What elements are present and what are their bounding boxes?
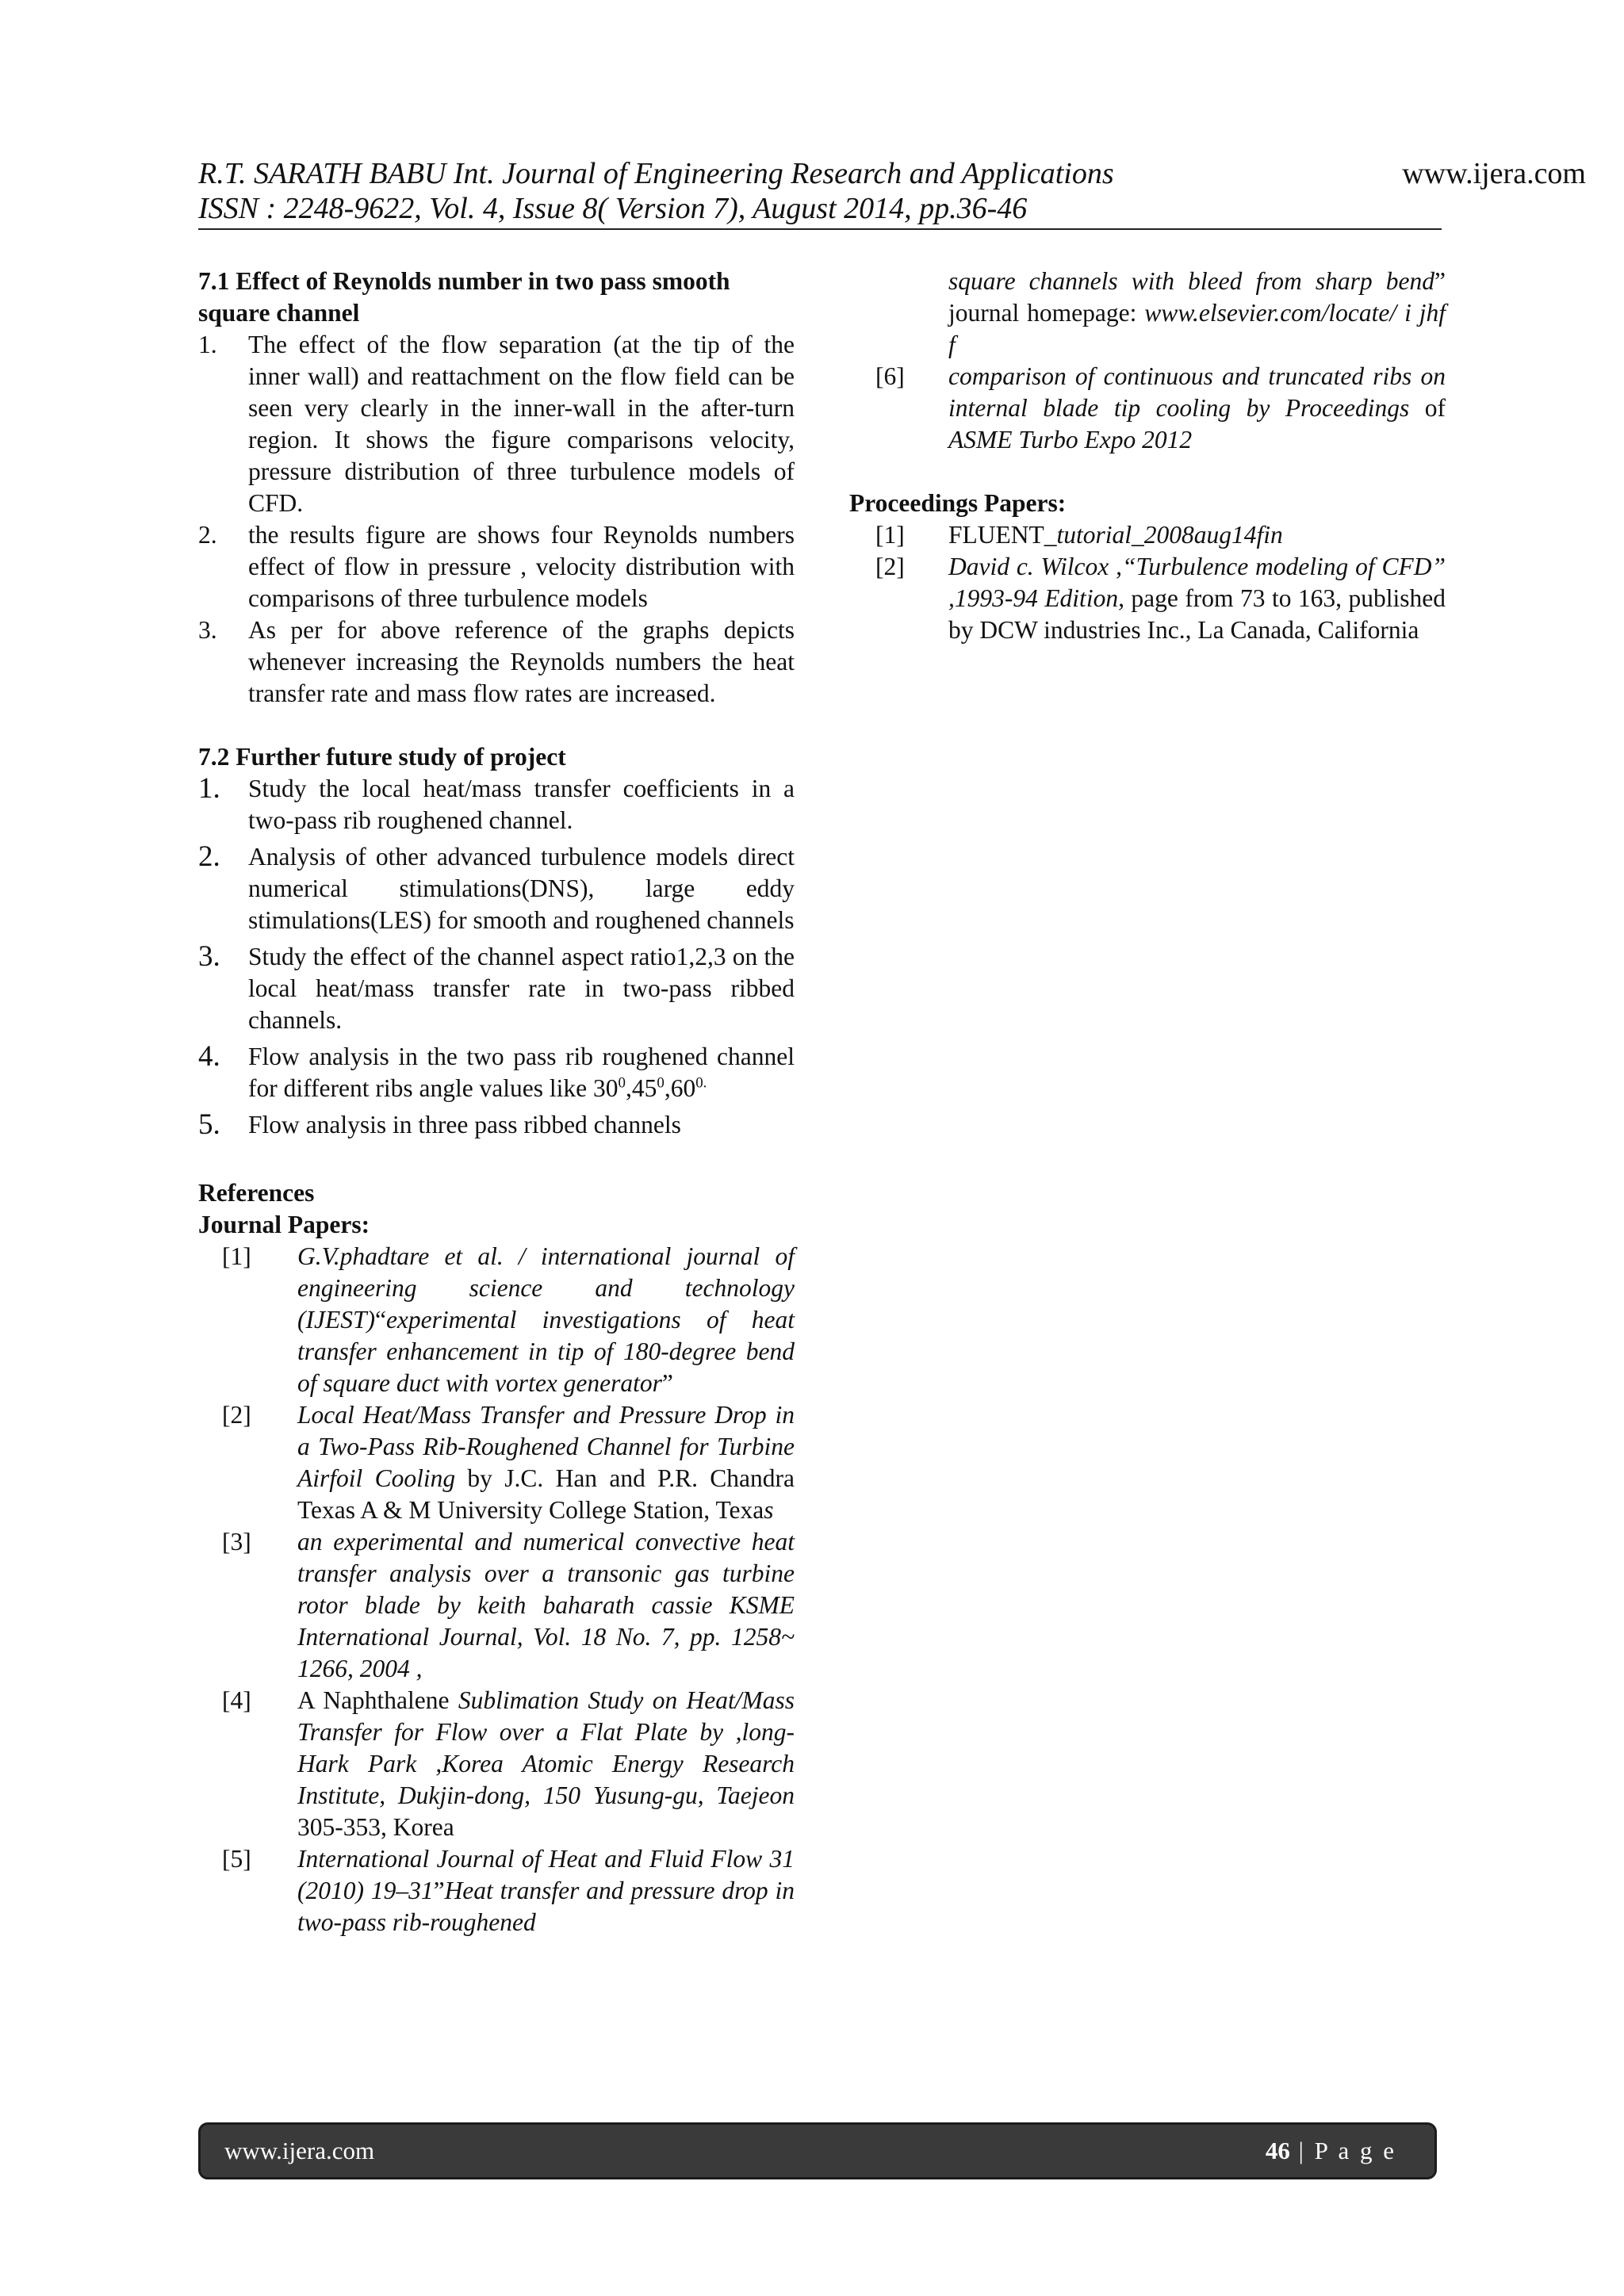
list-item-text: the results figure are shows four Reynolds numbers effect of flow in pressure , velocity distribution with comparisons of three turbulence models: [248, 521, 795, 612]
list-item-number: 4.: [198, 1040, 220, 1073]
reference-text: David c. Wilcox ,“Turbulence modeling of CFD” ,1993-94 Edition,: [948, 553, 1446, 612]
list-item: [198, 614, 795, 710]
section-7-1-heading-line1: 7.1 Effect of Reynolds number in two pass smooth: [198, 267, 730, 295]
reference-text: square channels with bleed from sharp bend: [948, 267, 1435, 295]
left-column: [198, 266, 795, 1938]
reference-text: ASME Turbo Expo 2012: [948, 426, 1193, 453]
reference-number: [6]: [875, 362, 905, 390]
reference-number: [5]: [222, 1845, 251, 1873]
reference-text: s: [764, 1496, 774, 1524]
reference-number: [2]: [222, 1401, 251, 1429]
reference-text: International Journal of Heat and Fluid Flow 31 (2010) 19–31: [297, 1845, 795, 1904]
reference-text: Sublimation Study on Heat/Mass Transfer for Flow over a Flat Plate by ,long-Hark Park ,Korea Atomic Energy Research Institute, Dukjin-dong, 150 Yusung-gu, Taejeon: [297, 1686, 795, 1809]
reference-item: [198, 1843, 795, 1938]
reference-number: [2]: [875, 553, 905, 580]
list-item-text: Flow analysis in the two pass rib roughened channel for different ribs angle values like 30: [248, 1043, 795, 1102]
reference-text: experimental investigations of heat transfer enhancement in tip of 180-degree bend of square duct with vortex generator: [297, 1306, 795, 1397]
list-item-text: Study the local heat/mass transfer coefficients in a two-pass rib roughened channel.: [248, 775, 795, 834]
reference-number: [4]: [222, 1686, 251, 1714]
list-item: [198, 773, 795, 836]
superscript: 0: [618, 1074, 626, 1092]
list-item-number: 5.: [198, 1108, 220, 1141]
section-7-2-list: [198, 773, 795, 1141]
reference-number: [3]: [222, 1528, 251, 1556]
reference-item: [198, 1399, 795, 1526]
reference-text: G.V.phadtare et al. / international journal of engineering science and technology (IJEST): [297, 1242, 795, 1334]
proceedings-papers-heading: Proceedings Papers:: [849, 489, 1067, 517]
reference-item: [198, 1241, 795, 1399]
list-item-number: 2.: [198, 521, 217, 549]
reference-5-continuation: [849, 266, 1446, 361]
page-number-value: 46: [1265, 2137, 1290, 2164]
list-item-text: As per for above reference of the graphs depicts whenever increasing the Reynolds numbers the heat transfer rate and mass flow rates are increased.: [248, 616, 795, 707]
list-item-number: 3.: [198, 940, 220, 973]
section-7-2-heading: 7.2 Further future study of project: [198, 743, 566, 771]
list-item: [198, 519, 795, 614]
reference-text: A Naphthalene: [297, 1686, 458, 1714]
reference-text: Local Heat/Mass Transfer and Pressure Drop in a Two-Pass Rib-Roughened Channel for Turbine Airfoil Cooling: [297, 1401, 795, 1492]
reference-item: [849, 551, 1446, 646]
list-item-number: 1.: [198, 772, 220, 805]
page-label: | P a g e: [1289, 2137, 1396, 2164]
header-website[interactable]: www.ijera.com: [1402, 157, 1586, 190]
reference-text: “: [374, 1306, 386, 1334]
reference-item: [198, 1526, 795, 1685]
reference-text: ” journal homepage:: [948, 267, 1446, 327]
reference-text: by J.C. Han and P.R. Chandra Texas A & M University College Station, Texa: [297, 1464, 795, 1524]
reference-text: FLUENT_: [948, 521, 1057, 549]
section-7-1-heading-line2: square channel: [198, 299, 360, 327]
section-7-1-heading: [198, 266, 795, 329]
reference-text: comparison of continuous and truncated ribs on internal blade tip cooling by Proceedings: [948, 362, 1446, 422]
reference-text: of: [1409, 394, 1446, 422]
reference-text: ”: [661, 1369, 673, 1397]
list-item-number: 2.: [198, 840, 220, 873]
right-column: [849, 266, 1446, 646]
reference-text: 305-353, Korea: [297, 1813, 454, 1841]
reference-number: [1]: [222, 1242, 251, 1270]
reference-item: [198, 1685, 795, 1843]
superscript: 0: [657, 1074, 665, 1092]
list-item-number: 1.: [198, 331, 217, 358]
list-item-text: ,45: [625, 1074, 657, 1102]
list-item-text: Analysis of other advanced turbulence models direct numerical stimulations(DNS), large eddy stimulations(LES) for smooth and roughened channels: [248, 843, 795, 934]
reference-text: an experimental and numerical convective heat transfer analysis over a transonic gas turbine rotor blade by keith baharath cassie KSME International Journal, Vol. 18 No. 7, pp. 1258~ 1266, 2004 ,: [297, 1528, 795, 1682]
issue-info: ISSN : 2248-9622, Vol. 4, Issue 8( Version 7), August 2014, pp.36-46: [198, 192, 1028, 225]
reference-text: Heat transfer and pressure drop in two-pass rib-roughened: [297, 1877, 795, 1936]
list-item-text: ,60: [664, 1074, 696, 1102]
list-item-text: The effect of the flow separation (at the tip of the inner wall) and reattachment on the flow field can be seen very clearly in the inner-wall in the after-turn region. It shows the figure comparisons velocity, pressure distribution of three turbulence models of CFD.: [248, 331, 795, 517]
reference-text: tutorial_2008aug14fin: [1056, 521, 1283, 549]
page-footer: [198, 2122, 1437, 2179]
references-heading: References: [198, 1179, 315, 1207]
footer-website[interactable]: www.ijera.com: [224, 2137, 375, 2164]
superscript: 0.: [695, 1074, 707, 1092]
header-rule: [198, 228, 1442, 230]
reference-text: page from 73 to 163, published by DCW industries Inc., La Canada, California: [948, 584, 1446, 644]
reference-text: ”: [433, 1877, 445, 1904]
page-number: [1266, 2137, 1396, 2165]
reference-item: [849, 519, 1446, 551]
list-item-number: 3.: [198, 616, 217, 644]
journal-title: R.T. SARATH BABU Int. Journal of Engineering Research and Applications: [198, 157, 1114, 190]
reference-number: [1]: [875, 521, 905, 549]
section-7-1-list: [198, 329, 795, 710]
list-item: [198, 941, 795, 1036]
list-item: [198, 841, 795, 936]
reference-link[interactable]: www.elsevier.com/locate/ i jhf f: [948, 299, 1446, 358]
journal-papers-heading: Journal Papers:: [198, 1211, 370, 1238]
list-item: [198, 329, 795, 519]
list-item: [198, 1109, 795, 1141]
reference-item: [849, 361, 1446, 456]
list-item-text: Flow analysis in three pass ribbed channels: [248, 1111, 681, 1138]
list-item-text: Study the effect of the channel aspect ratio1,2,3 on the local heat/mass transfer rate in two-pass ribbed channels.: [248, 943, 795, 1034]
list-item: [198, 1041, 795, 1104]
